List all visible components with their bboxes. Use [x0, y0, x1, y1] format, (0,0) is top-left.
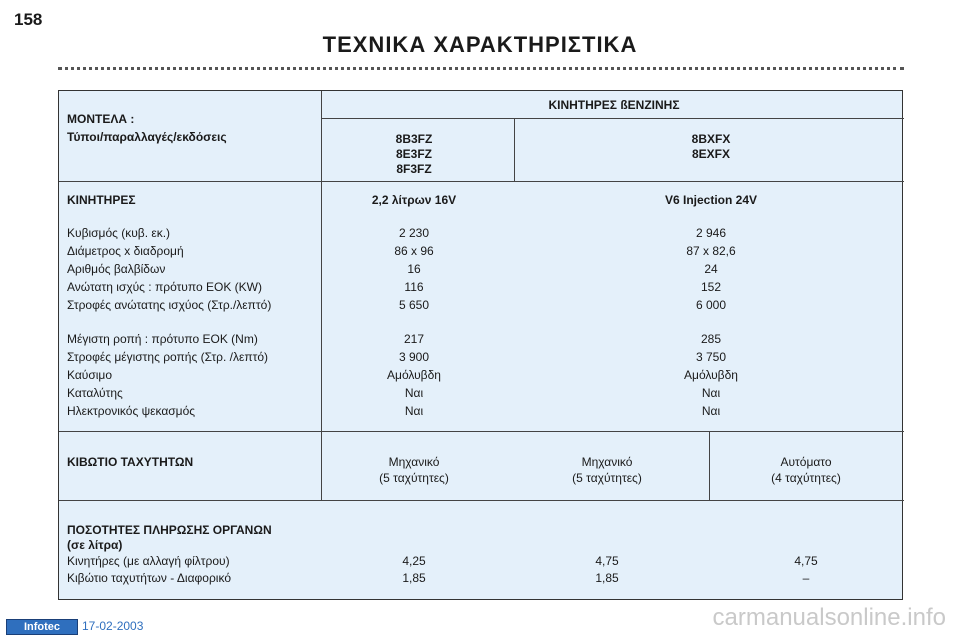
gearbox-value: Αυτόματο	[780, 455, 832, 469]
spec-label: Ανώτατη ισχύς : πρότυπο ΕΟΚ (KW)	[67, 280, 262, 294]
spec-label: Ηλεκτρονικός ψεκασμός	[67, 404, 196, 418]
fluids-unit: (σε λίτρα)	[67, 538, 123, 552]
page-number: 158	[14, 10, 43, 29]
specs-table	[58, 90, 903, 600]
gearbox-value: (5 ταχύτητες)	[379, 471, 449, 485]
engines-title: ΚΙΝΗΤΗΡΕΣ ßΕΝΖΙΝΗΣ	[548, 98, 680, 112]
spec-label: Στροφές ανώτατης ισχύος (Στρ./λεπτό)	[67, 298, 272, 312]
spec-value: Αμόλυβδη	[387, 368, 441, 382]
spec-label: Αριθμός βαλβίδων	[67, 262, 166, 276]
spec-value: 24	[704, 262, 718, 276]
fluid-value: 4,25	[402, 554, 426, 568]
spec-value: 217	[403, 332, 425, 346]
watermark: carmanualsonline.info	[712, 604, 946, 631]
gearbox-value: (5 ταχύτητες)	[572, 471, 642, 485]
spec-value: Ναι	[404, 404, 424, 418]
fluid-value: –	[802, 571, 810, 585]
fluid-label: Κιβώτιο ταχυτήτων - Διαφορικό	[67, 571, 232, 585]
engine-col2: V6 Injection 24V	[664, 193, 758, 207]
divider-v-gearbox	[709, 431, 710, 500]
spec-value: 87 x 82,6	[686, 244, 736, 258]
divider-h-specs	[59, 431, 904, 432]
divider-h-gearbox	[59, 500, 904, 501]
spec-label: Διάμετρος x διαδρομή	[67, 244, 184, 258]
spec-label: Στροφές μέγιστης ροπής (Στρ. /λεπτό)	[67, 350, 269, 364]
spec-value: 2 946	[695, 226, 727, 240]
code: 8E3FZ	[395, 147, 433, 161]
spec-value: Ναι	[404, 386, 424, 400]
models-label: ΜΟΝΤΕΛΑ :	[67, 112, 135, 126]
spec-value: 3 900	[398, 350, 430, 364]
code: 8F3FZ	[396, 162, 432, 176]
gearbox-value: Μηχανικό	[581, 455, 633, 469]
spec-value: 285	[700, 332, 722, 346]
engine-col1: 2,2 λίτρων 16V	[371, 193, 457, 207]
divider-v-codes	[514, 118, 515, 181]
fluid-value: 1,85	[402, 571, 426, 585]
gearbox-label: ΚΙΒΩΤΙΟ ΤΑΧΥΤΗΤΩΝ	[67, 455, 194, 469]
footer-date: 17-02-2003	[82, 619, 144, 633]
page-title: ΤΕΧΝΙΚΑ ΧΑΡΑΚΤΗΡΙΣΤΙΚΑ	[322, 32, 638, 57]
spec-value: 116	[404, 280, 424, 294]
code: 8BXFX	[691, 132, 731, 146]
spec-value: 5 650	[398, 298, 430, 312]
spec-value: 6 000	[695, 298, 727, 312]
spec-label: Μέγιστη ροπή : πρότυπο ΕΟΚ (Nm)	[67, 332, 258, 346]
divider-h-engines	[321, 118, 904, 119]
gearbox-value: (4 ταχύτητες)	[771, 471, 841, 485]
spec-value: 16	[407, 262, 421, 276]
dotted-divider	[58, 67, 904, 70]
types-label: Τύποι/παραλλαγές/εκδόσεις	[67, 130, 227, 144]
spec-label: Καύσιμο	[67, 368, 113, 382]
divider-h-header	[59, 181, 904, 182]
spec-label: Κυβισμός (κυβ. εκ.)	[67, 226, 171, 240]
fluid-value: 1,85	[595, 571, 619, 585]
spec-value: 3 750	[695, 350, 727, 364]
fluid-value: 4,75	[794, 554, 818, 568]
spec-value: 86 x 96	[394, 244, 434, 258]
fluids-label: ΠΟΣΟΤΗΤΕΣ ΠΛΗΡΩΣΗΣ ΟΡΓΑΝΩΝ	[67, 523, 272, 537]
spec-label: Καταλύτης	[67, 386, 123, 400]
fluid-label: Κινητήρες (με αλλαγή φίλτρου)	[67, 554, 230, 568]
code: 8EXFX	[691, 147, 731, 161]
spec-value: 152	[700, 280, 722, 294]
spec-value: Ναι	[701, 386, 721, 400]
gearbox-value: Μηχανικό	[388, 455, 440, 469]
engines-label: ΚΙΝΗΤΗΡΕΣ	[67, 193, 136, 207]
code: 8B3FZ	[395, 132, 433, 146]
spec-value: Αμόλυβδη	[684, 368, 738, 382]
divider-v-labels	[321, 91, 322, 500]
spec-value: Ναι	[701, 404, 721, 418]
infotec-logo: Infotec	[6, 619, 78, 635]
fluid-value: 4,75	[595, 554, 619, 568]
spec-value: 2 230	[398, 226, 430, 240]
